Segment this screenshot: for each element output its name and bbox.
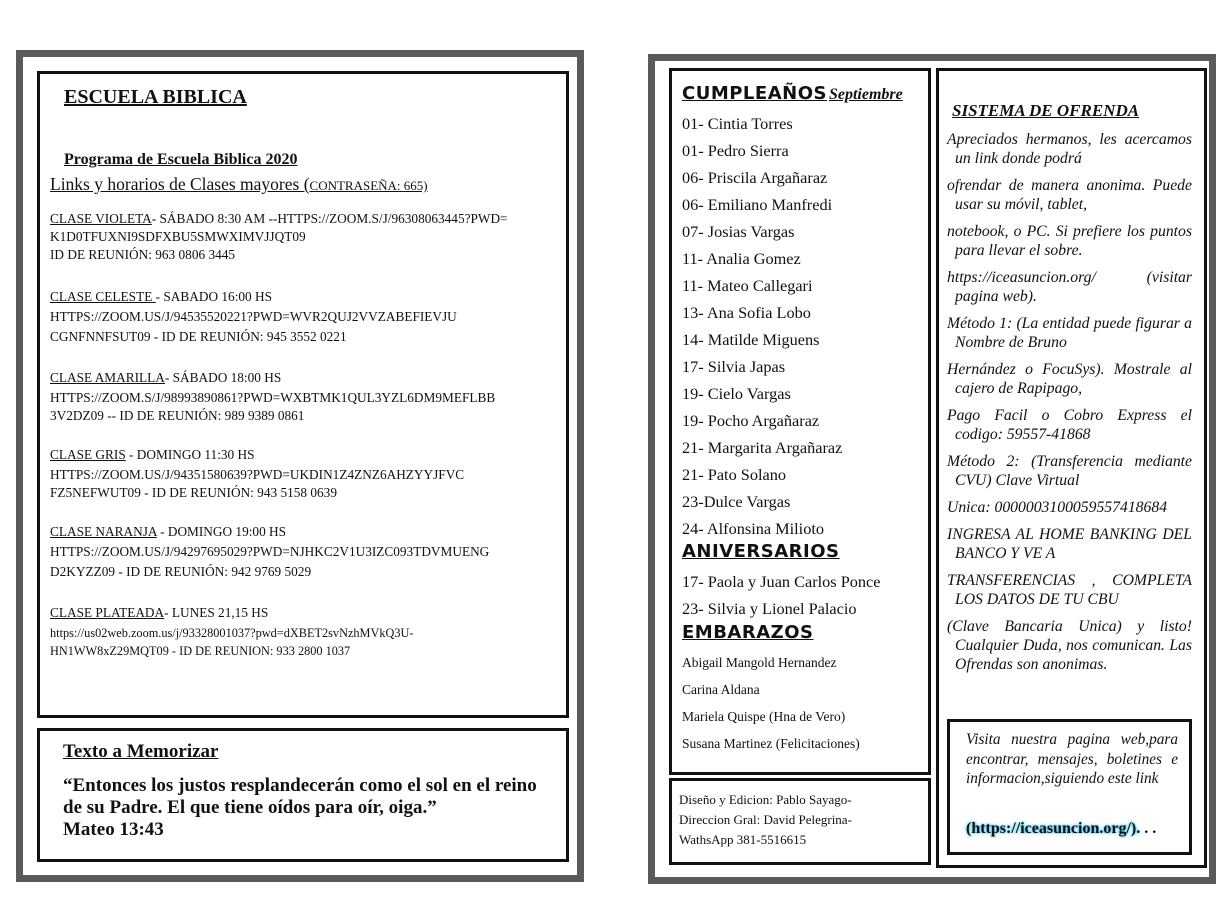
anniversary-item: 23- Silvia y Lionel Palacio <box>682 599 857 618</box>
verse-reference: Mateo 13:43 <box>63 819 164 840</box>
clase-meeting-id: D2KYZZ09 - ID DE REUNIÓN: 942 9769 5029 <box>50 564 312 579</box>
credit-design: Diseño y Edicion: Pablo Sayago- <box>679 792 852 807</box>
birthday-item: 13- Ana Sofia Lobo <box>682 303 811 322</box>
birthday-item: 19- Cielo Vargas <box>682 384 791 403</box>
ofrenda-paragraph: Método 1: (La entidad puede figurar a Nombre de Bruno <box>947 315 1192 351</box>
ofrenda-paragraph: ofrendar de manera anonima. Puede usar su móvil, tablet, <box>947 177 1192 213</box>
cumpleanos-month: Septiembre <box>828 86 903 103</box>
clase-schedule: - SÁBADO 18:00 HS <box>164 370 282 385</box>
credit-direction: Direccion Gral: David Pelegrina- <box>679 812 852 827</box>
visita-text: Visita nuestra pagina web,para encontrar, mensajes, boletines e informacion,siguiendo este link <box>966 731 1178 787</box>
cumpleanos-box <box>669 68 931 775</box>
visita-box <box>947 719 1192 855</box>
aniversarios-title: ANIVERSARIOS <box>682 541 840 562</box>
escuela-biblica-box <box>37 71 569 718</box>
ofrenda-paragraph: Pago Facil o Cobro Express el codigo: 59557-41868 <box>947 407 1192 443</box>
clase-link[interactable]: HTTPS://ZOOM.US/J/94351580639?PWD=UKDIN1Z4ZNZ6AHZYYJFVC <box>50 467 465 482</box>
memorizar-title: Texto a Memorizar <box>63 741 219 762</box>
clase-plateada <box>50 604 565 660</box>
cumpleanos-heading <box>682 83 903 104</box>
ofrenda-title: SISTEMA DE OFRENDA <box>952 101 1140 120</box>
clase-name: CLASE CELESTE <box>50 289 156 304</box>
birthday-item: 06- Emiliano Manfredi <box>682 195 833 214</box>
clase-name: CLASE NARANJA <box>50 524 157 539</box>
clase-meeting-id: FZ5NEFWUT09 - ID DE REUNIÓN: 943 5158 0639 <box>50 485 337 500</box>
ofrenda-paragraph: INGRESA AL HOME BANKING DEL BANCO Y VE A <box>947 526 1192 562</box>
clase-name: CLASE GRIS <box>50 447 126 462</box>
birthday-item: 11- Mateo Callegari <box>682 276 813 295</box>
embarazos-list <box>682 649 927 757</box>
clase-schedule: - LUNES 21,15 HS <box>164 605 269 620</box>
anniversary-item: 17- Paola y Juan Carlos Ponce <box>682 572 881 591</box>
birthday-item: 23-Dulce Vargas <box>682 492 791 511</box>
birthday-item: 06- Priscila Argañaraz <box>682 168 828 187</box>
ofrenda-paragraph: TRANSFERENCIAS , COMPLETA LOS DATOS DE TU CBU <box>947 572 1192 608</box>
birthday-item: 21- Pato Solano <box>682 465 787 484</box>
clase-meeting-id: ID DE REUNIÓN: 963 0806 3445 <box>50 247 236 262</box>
clase-amarilla <box>50 369 565 425</box>
ofrenda-paragraph: https://iceasuncion.org/ (visitar pagina web). <box>947 269 1192 305</box>
ofrenda-paragraph: notebook, o PC. Si prefiere los puntos para llevar el sobre. <box>947 223 1192 259</box>
links-label: Links y horarios de Clases mayores ( <box>50 174 310 194</box>
ofrenda-box <box>936 68 1207 868</box>
ofrenda-paragraph: Hernández o FocuSys). Mostrale al cajero de Rapipago, <box>947 361 1192 397</box>
clase-link[interactable]: K1D0TFUXNI9SDFXBU5SMWXIMVJJQT09 <box>50 229 306 244</box>
ofrenda-paragraph: Unica: 0000003100059557418684 <box>947 499 1168 516</box>
clase-link[interactable]: HTTPS://ZOOM.US/J/94535520221?PWD=WVR2QUJ2VVZABEFIEVJU <box>50 309 457 324</box>
clase-link[interactable]: HTTPS://ZOOM.S/J/98993890861?PWD=WXBTMK1QUL3YZL6DM9MEFLBB <box>50 390 496 405</box>
cumpleanos-title: CUMPLEAÑOS <box>682 83 827 104</box>
birthday-item: 07- Josias Vargas <box>682 222 795 241</box>
clase-meeting-id: HN1WW8xZ29MQT09 - ID DE REUNION: 933 2800 1037 <box>50 644 351 658</box>
ofrenda-body <box>947 130 1192 682</box>
birthday-item: 11- Analia Gomez <box>682 249 801 268</box>
credit-whatsapp: WathsApp 381-5516615 <box>679 832 807 847</box>
cumpleanos-list <box>682 110 927 542</box>
password-text: CONTRASEÑA: 665) <box>309 178 428 193</box>
birthday-item: 01- Cintia Torres <box>682 114 793 133</box>
clase-celeste <box>50 288 565 346</box>
clase-meeting-id: 3V2DZ09 -- ID DE REUNIÓN: 989 9389 0861 <box>50 408 305 423</box>
clase-violeta <box>50 210 565 264</box>
visita-trail: . . <box>1144 820 1157 837</box>
clase-name: CLASE AMARILLA <box>50 370 165 385</box>
texto-memorizar-box <box>37 728 569 862</box>
birthday-item: 19- Pocho Argañaraz <box>682 411 820 430</box>
embarazos-title: EMBARAZOS <box>682 622 814 643</box>
birthday-item: 17- Silvia Japas <box>682 357 786 376</box>
ofrenda-paragraph: (Clave Bancaria Unica) y listo! Cualquier Duda, nos comunican. Las Ofrendas son anonimas. <box>947 618 1192 673</box>
clase-name: CLASE VIOLETA <box>50 211 152 226</box>
ofrenda-paragraph: Método 2: (Transferencia mediante CVU) Clave Virtual <box>947 453 1192 489</box>
right-page-panel <box>648 54 1216 884</box>
left-page-panel <box>16 50 584 882</box>
visita-link-line <box>966 820 1156 838</box>
birthday-item: 24- Alfonsina Milioto <box>682 519 825 538</box>
clase-gris <box>50 446 565 502</box>
clase-schedule: - DOMINGO 19:00 HS <box>156 524 287 539</box>
birthday-item: 01- Pedro Sierra <box>682 141 789 160</box>
clase-name: CLASE PLATEADA <box>50 605 165 620</box>
pregnancy-item: Susana Martinez (Felicitaciones) <box>682 736 860 751</box>
birthday-item: 14- Matilde Miguens <box>682 330 820 349</box>
pregnancy-item: Carina Aldana <box>682 682 760 697</box>
credits <box>679 790 852 850</box>
aniversarios-list <box>682 568 927 622</box>
clase-naranja <box>50 523 565 581</box>
credits-box <box>669 778 931 865</box>
escuela-title: ESCUELA BIBLICA <box>64 86 247 108</box>
website-link[interactable]: (https://iceasuncion.org/). <box>966 820 1141 837</box>
clase-schedule: - SABADO 16:00 HS <box>155 289 273 304</box>
clase-link[interactable]: https://us02web.zoom.us/j/93328001037?pwd=dXBET2svNzhMVkQ3U- <box>50 626 414 640</box>
memorizar-verse <box>63 775 553 841</box>
links-heading <box>50 174 428 195</box>
pregnancy-item: Abigail Mangold Hernandez <box>682 655 837 670</box>
clase-schedule: - DOMINGO 11:30 HS <box>125 447 255 462</box>
clase-link[interactable]: HTTPS://ZOOM.US/J/94297695029?PWD=NJHKC2V1U3IZC093TDVMUENG <box>50 544 490 559</box>
pregnancy-item: Mariela Quispe (Hna de Vero) <box>682 709 846 724</box>
clase-meeting-id: CGNFNNFSUT09 - ID DE REUNIÓN: 945 3552 0221 <box>50 329 347 344</box>
ofrenda-paragraph: Apreciados hermanos, les acercamos un link donde podrá <box>947 131 1192 167</box>
verse-text: “Entonces los justos resplandecerán como el sol en el reino de su Padre. El que tiene oídos para oír, oiga.” <box>63 775 537 818</box>
clase-schedule[interactable]: - SÁBADO 8:30 AM --HTTPS://ZOOM.S/J/96308063445?PWD= <box>151 211 508 226</box>
birthday-item: 21- Margarita Argañaraz <box>682 438 843 457</box>
program-title: Programa de Escuela Biblica 2020 <box>64 151 298 168</box>
